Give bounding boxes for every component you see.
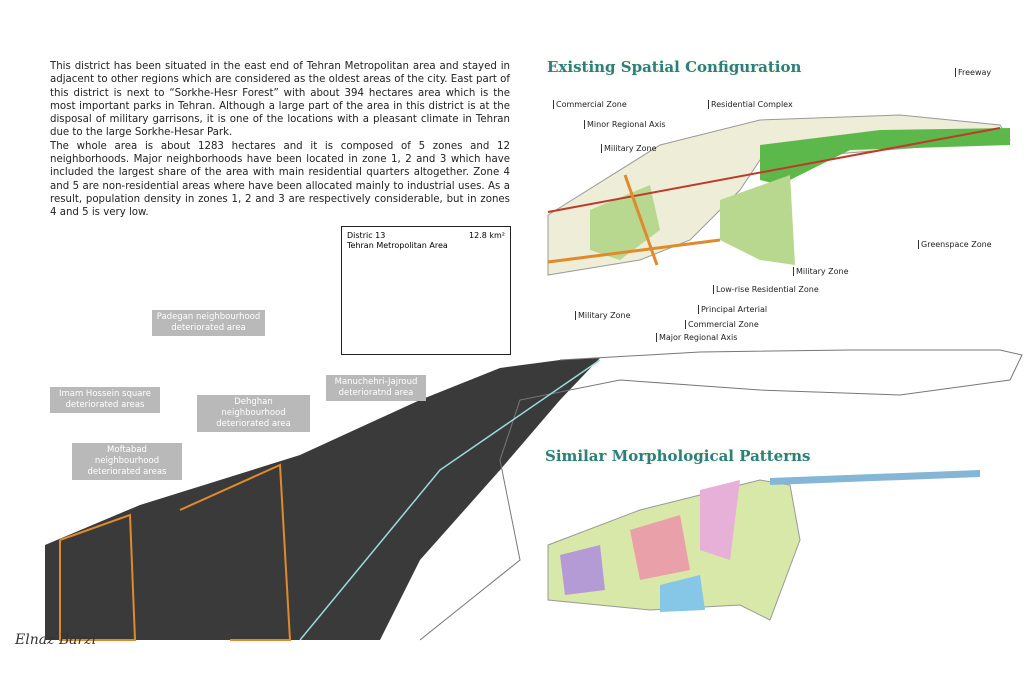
inset-size: 12.8 km² <box>469 231 505 240</box>
label-military-zone: Military Zone <box>601 144 657 153</box>
location-inset <box>341 226 511 355</box>
label-low-rise-residential: Low-rise Residential Zone <box>713 285 819 294</box>
label-military-zone: Military Zone <box>575 311 631 320</box>
callout-moftabad: Moftabad neighbourhood deteriorated areas <box>72 443 182 480</box>
inset-area-name: Tehran Metropolitan Area <box>347 241 448 250</box>
label-residential-complex: Residential Complex <box>708 100 793 109</box>
label-commercial-zone: Commercial Zone <box>553 100 627 109</box>
inset-district: Distric 13 <box>347 231 386 240</box>
label-minor-regional-axis: Minor Regional Axis <box>584 120 666 129</box>
callout-imam-hossein: Imam Hossein square deteriorated areas <box>50 387 160 413</box>
spatial-config-title: Existing Spatial Configuration <box>547 58 802 76</box>
label-major-regional-axis: Major Regional Axis <box>656 333 737 342</box>
pattern-strip <box>770 470 980 485</box>
label-principal-arterial: Principal Arterial <box>698 305 767 314</box>
label-commercial-zone: Commercial Zone <box>685 320 759 329</box>
label-freeway: Freeway <box>955 68 991 77</box>
district-description: This district has been situated in the east end of Tehran Metropolitan area and stayed in adjacent to other regions which are considered as the oldest areas of the city. East part of this district is next to “Sorkhe-Hesr Forest” with about 394 hectares area which is the most important parks in Tehran. Although a large part of the area in this district is at the disposal of military garrisons, it is one of the locations with a pleasant climate in Tehran due to the large Sorkhe-Hesar Park. The whole area is about 1283 hectares and it is composed of 5 zones and 12 neighborhoods. Major neighborhoods have been located in zone 1, 2 and 3 which have included the largest share of the area with main residential quarters altogether. Zone 4 and 5 are non-residential areas where have been allocated mainly to industrial uses. As a result, population density in zones 1, 2 and 3 are respectively considerable, but in zones 4 and 5 is very low. <box>50 61 510 219</box>
label-military-zone: Military Zone <box>793 267 849 276</box>
label-greenspace-zone: Greenspace Zone <box>918 240 992 249</box>
morph-patterns-title: Similar Morphological Patterns <box>545 447 811 465</box>
signature: Elnaz Barzi <box>15 632 97 648</box>
callout-padegan: Padegan neighbourhood deteriorated area <box>152 310 265 336</box>
callout-dehghan: Dehghan neighbourhood deteriorated area <box>197 395 310 432</box>
callout-manuchehri: Manuchehri-Jajroud deterioratnd area <box>326 375 426 401</box>
